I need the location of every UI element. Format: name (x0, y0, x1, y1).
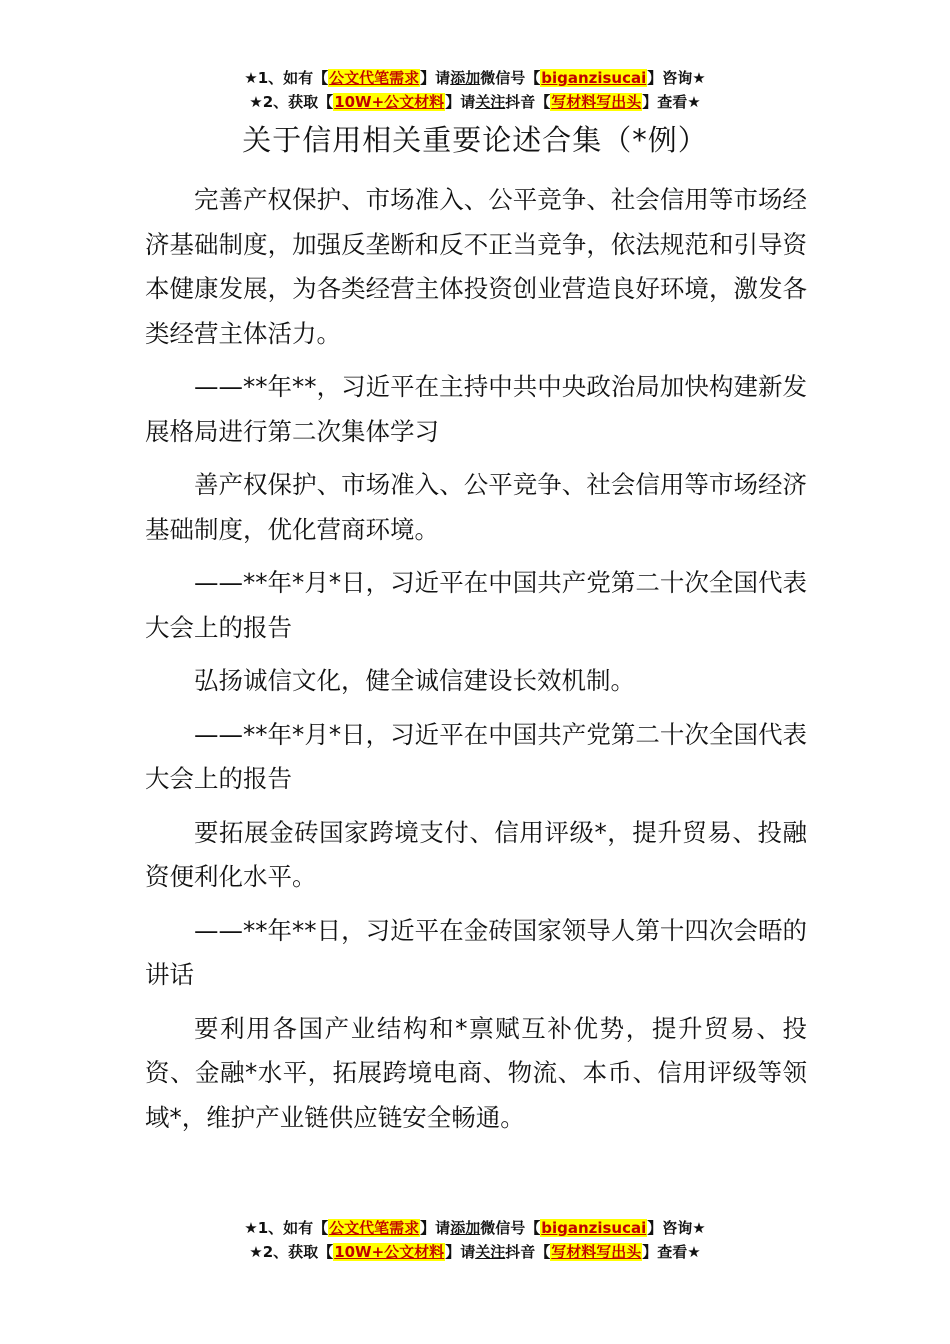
banner-text: 】咨询★ (647, 69, 706, 87)
banner-highlight: biganzisucai (541, 1219, 647, 1237)
banner-highlight: 写材料写出头 (551, 93, 642, 111)
banner-text: 抖音【 (505, 1243, 551, 1261)
document-body (145, 178, 807, 1149)
banner-text: 】请 (420, 69, 451, 87)
banner-underlined: 关注 (475, 93, 506, 111)
banner-highlight: 10W+公文材料 (334, 1243, 445, 1261)
banner-underlined: 关注 (475, 1243, 506, 1261)
paragraph: 完善产权保护、市场准入、公平竞争、社会信用等市场经济基础制度，加强反垄断和反不正当竞争，依法规范和引导资本健康发展，为各类经营主体投资创业营造良好环境，激发各类经营主体活力。 (145, 185, 807, 348)
banner-highlight: biganzisucai (541, 69, 647, 87)
banner-text: 】请 (420, 1219, 451, 1237)
paragraph: 善产权保护、市场准入、公平竞争、社会信用等市场经济基础制度，优化营商环境。 (145, 470, 807, 544)
citation: ——**年**日，习近平在金砖国家领导人第十四次会晤的讲话 (145, 915, 807, 989)
banner-underlined: 添加 (450, 69, 481, 87)
banner-text: 】请 (445, 1243, 476, 1261)
banner-line-2 (0, 90, 950, 114)
banner-text: 微信号【 (480, 69, 541, 87)
banner-highlight: 公文代笔需求 (329, 1219, 420, 1237)
footer-banner (0, 1216, 950, 1264)
banner-text: 】咨询★ (647, 1219, 706, 1237)
banner-highlight: 10W+公文材料 (334, 93, 445, 111)
header-banner (0, 66, 950, 114)
banner-highlight: 写材料写出头 (551, 1243, 642, 1261)
citation: ——**年**，习近平在主持中共中央政治局加快构建新发展格局进行第二次集体学习 (145, 372, 807, 446)
citation: ——**年*月*日，习近平在中国共产党第二十次全国代表大会上的报告 (145, 568, 807, 642)
banner-text: ★2、获取【 (249, 1243, 334, 1261)
banner-underlined: 添加 (450, 1219, 481, 1237)
citation: ——**年*月*日，习近平在中国共产党第二十次全国代表大会上的报告 (145, 719, 807, 793)
paragraph: 要利用各国产业结构和*禀赋互补优势，提升贸易、投资、金融*水平，拓展跨境电商、物流、本币、信用评级等领域*，维护产业链供应链安全畅通。 (145, 1013, 807, 1132)
banner-text: 】查看★ (642, 1243, 701, 1261)
banner-text: 微信号【 (480, 1219, 541, 1237)
banner-text: 抖音【 (505, 93, 551, 111)
paragraph: 要拓展金砖国家跨境支付、信用评级*，提升贸易、投融资便利化水平。 (145, 817, 807, 891)
banner-text: ★2、获取【 (249, 93, 334, 111)
banner-text: 】请 (445, 93, 476, 111)
banner-text: ★1、如有【 (244, 1219, 329, 1237)
paragraph: 弘扬诚信文化，健全诚信建设长效机制。 (194, 666, 635, 695)
banner-text: ★1、如有【 (244, 69, 329, 87)
banner-text: 】查看★ (642, 93, 701, 111)
banner-line-2 (0, 1240, 950, 1264)
banner-line-1 (0, 1216, 950, 1240)
banner-line-1 (0, 66, 950, 90)
document-title: 关于信用相关重要论述合集（*例） (242, 123, 708, 157)
banner-highlight: 公文代笔需求 (329, 69, 420, 87)
